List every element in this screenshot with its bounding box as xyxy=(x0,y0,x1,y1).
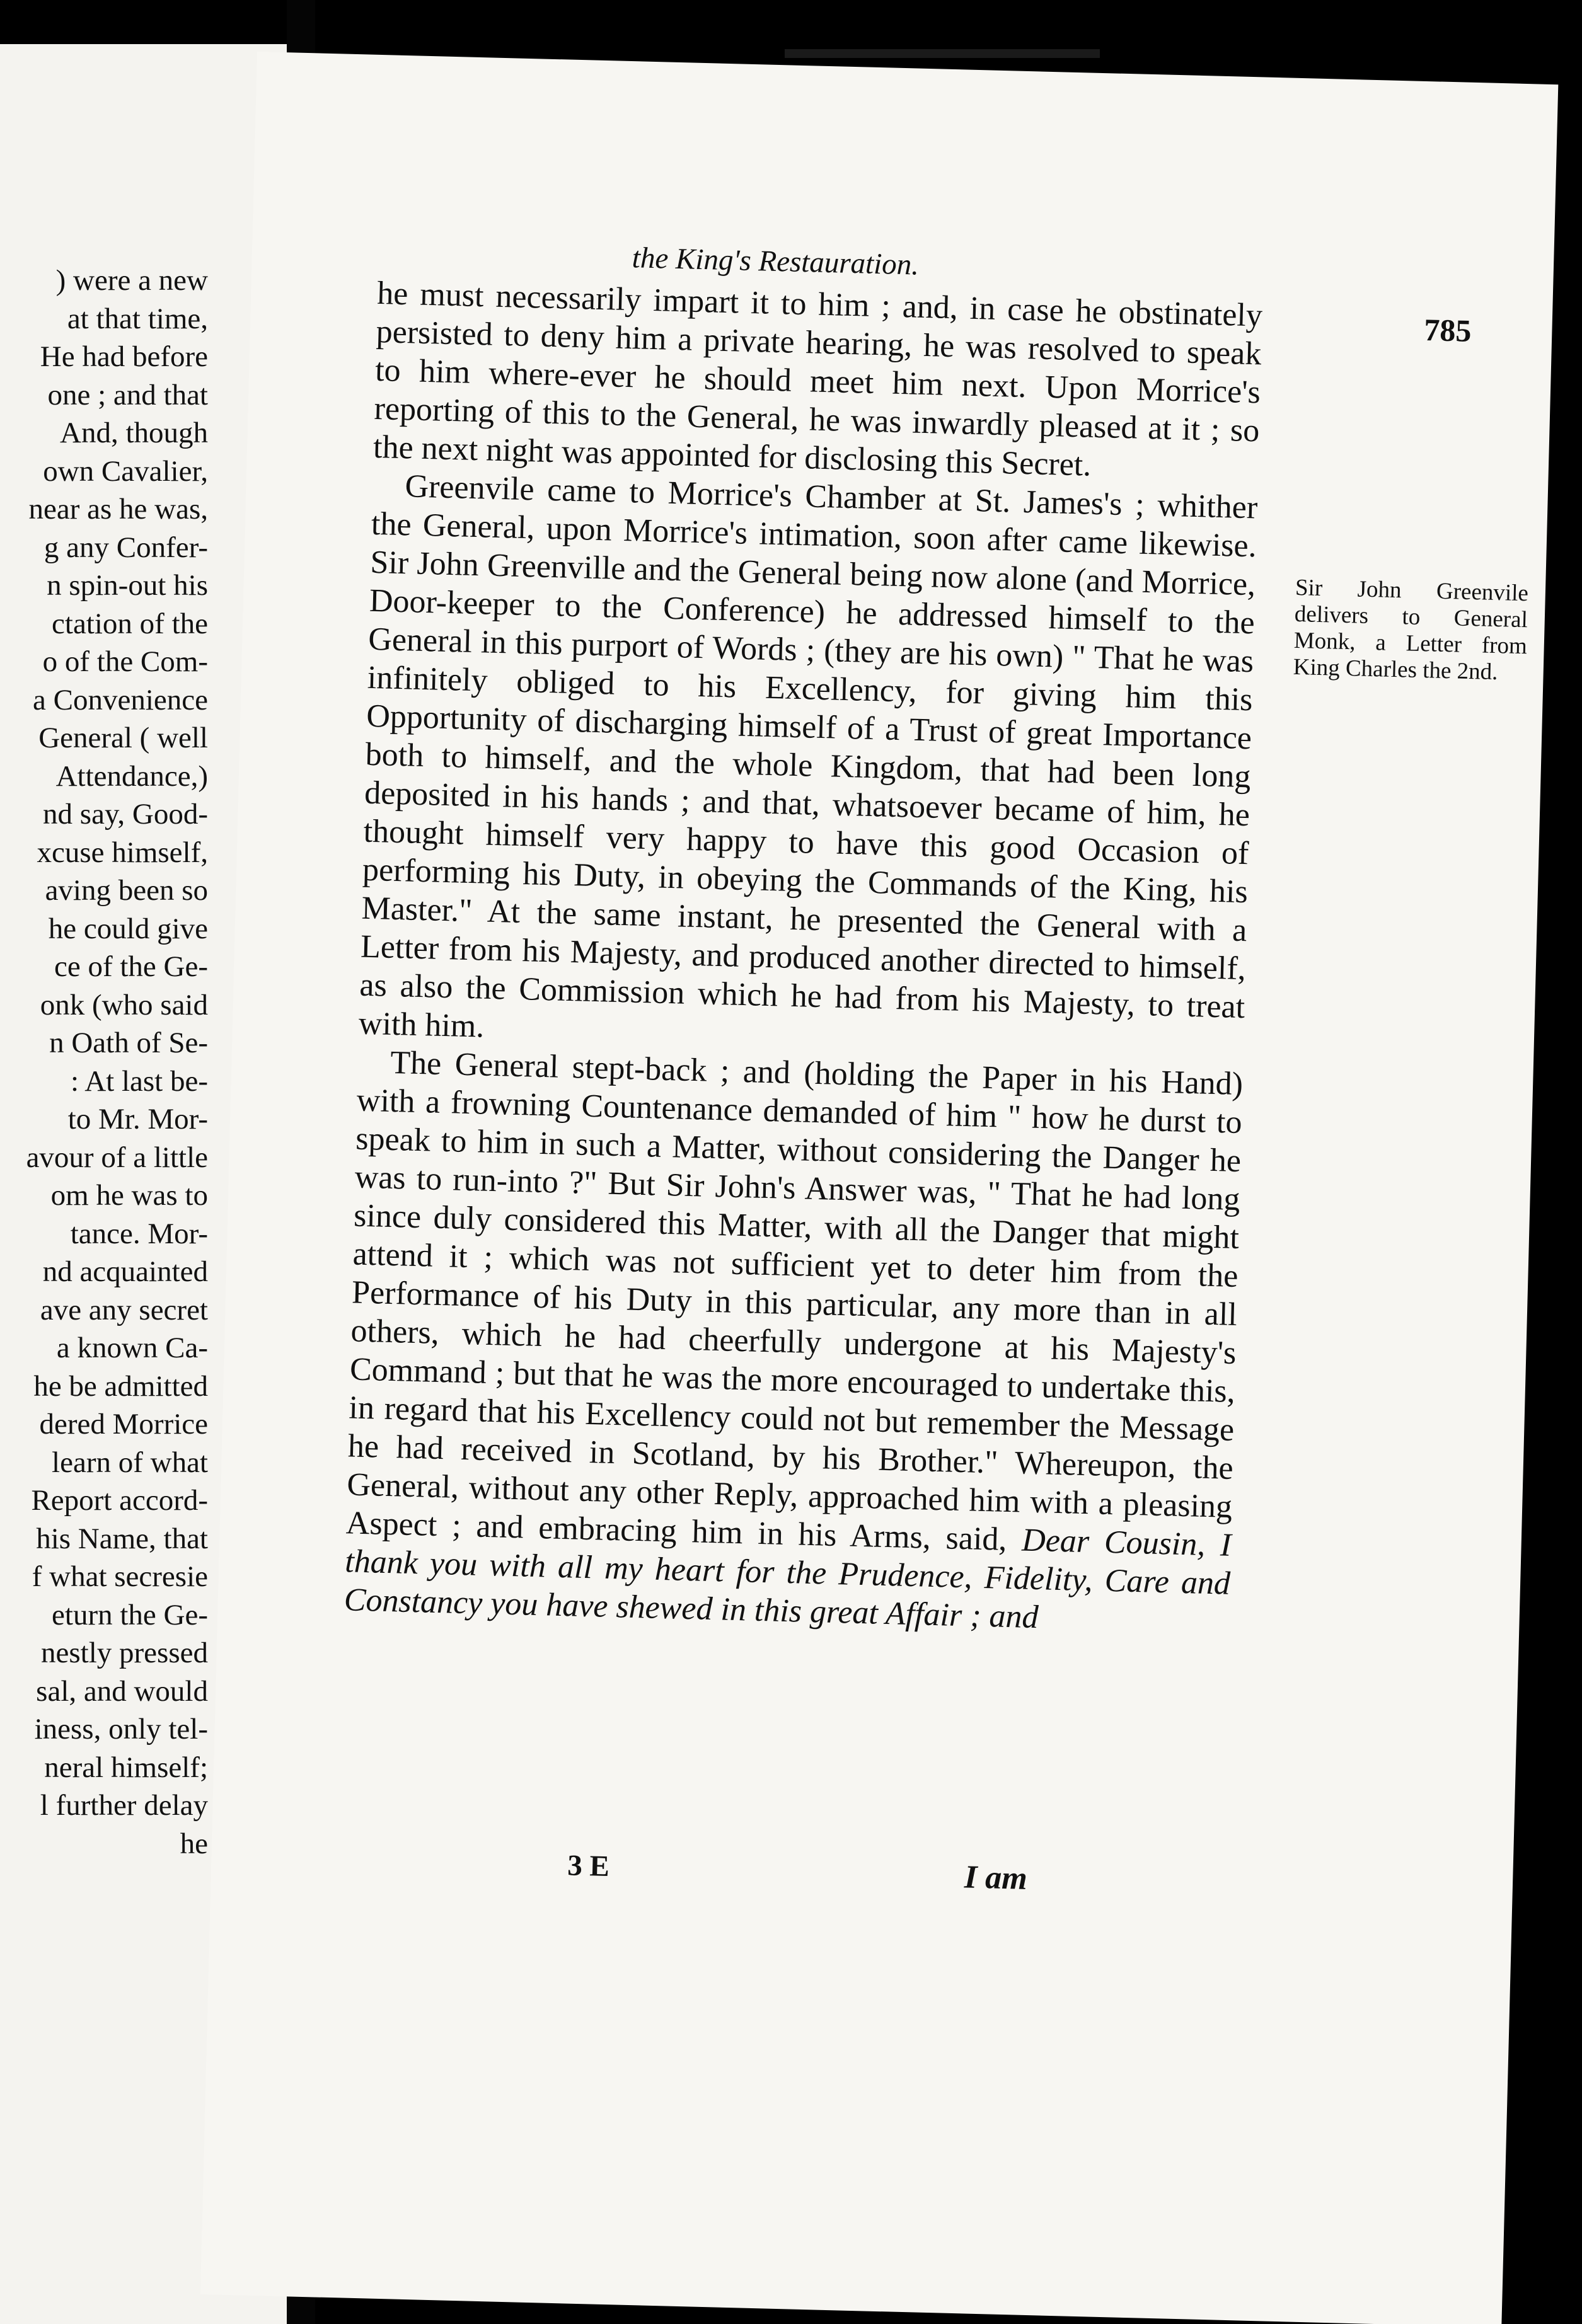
left-page-line: l further delay xyxy=(40,1789,208,1822)
marginal-note: Sir John Greenvile delivers to General Monk, a Letter from King Charles the 2nd. xyxy=(1293,574,1529,686)
right-page xyxy=(200,52,1558,2324)
running-head: the King's Restauration. xyxy=(632,241,920,282)
left-page-line: : At last be- xyxy=(71,1064,208,1098)
left-page-line: Attendance,) xyxy=(55,759,208,793)
body-text xyxy=(344,274,1263,1642)
left-page-line: f what secresie xyxy=(32,1560,208,1593)
left-page-line: o of the Com- xyxy=(42,645,208,678)
left-page-line: a Convenience xyxy=(33,683,208,716)
left-page-line: near as he was, xyxy=(28,493,208,526)
left-page-line: ) were a new xyxy=(55,264,208,297)
left-page-line: ctation of the xyxy=(52,607,208,640)
paragraph-text: The General stept-back ; and (holding the Paper in his Hand) with a frowning Countenance demanded of him " how he durst to speak to him in such a Matter, without considering the Danger he was to run-into ?" But Sir John's Answer was, " That he had long since duly considered this Matter, with all the Danger that might attend it ; which was not sufficient yet to deter him from the Performance of his Duty in this particular, any more than in all others, which he had cheerfully undergone at his Majesty's Command ; but that he was the more encouraged to undertake this, in regard that his Excellency could not but remember the Message he had received in Scotland, by his Brother." Whereupon, the General, without any other Reply, approached him with a pleasing Aspect ; and embracing him in his Arms, said, xyxy=(345,1044,1244,1558)
left-page-line: tance. Mor- xyxy=(70,1217,208,1250)
paragraph xyxy=(344,1043,1244,1642)
left-page-line: avour of a little xyxy=(26,1141,208,1174)
left-page-line: learn of what xyxy=(52,1446,208,1479)
left-page-line: sal, and would xyxy=(36,1674,208,1708)
left-page-line: own Cavalier, xyxy=(43,454,208,488)
left-page-line: aving been so xyxy=(45,874,208,907)
left-page-line: to Mr. Mor- xyxy=(67,1103,208,1136)
left-page-line: eturn the Ge- xyxy=(52,1598,208,1631)
left-page-line: his Name, that xyxy=(36,1522,208,1555)
left-page-line: he be admitted xyxy=(33,1369,208,1403)
left-page-line: onk (who said xyxy=(40,988,208,1021)
left-page-line: ave any secret xyxy=(40,1293,208,1326)
left-page-line: He had before xyxy=(40,340,208,373)
left-page-line: iness, only tel- xyxy=(34,1713,208,1746)
left-page-line: xcuse himself, xyxy=(37,836,208,869)
left-page-line: n spin-out his xyxy=(47,569,208,602)
left-page-line: a known Ca- xyxy=(56,1332,208,1364)
left-page-line: n Oath of Se- xyxy=(49,1027,208,1059)
left-page-line: dered Morrice xyxy=(39,1408,208,1441)
left-page-line: om he was to xyxy=(50,1179,208,1212)
left-page-line: ce of the Ge- xyxy=(54,950,208,983)
left-page-line: nd say, Good- xyxy=(43,798,208,831)
left-page-line: he could give xyxy=(48,912,208,945)
catchword: I am xyxy=(964,1859,1028,1897)
scan-artifact xyxy=(785,49,1100,58)
left-page-line: nd acquainted xyxy=(42,1255,208,1288)
left-page-line: neral himself; xyxy=(44,1751,208,1784)
signature-mark: 3 E xyxy=(567,1849,610,1884)
left-page-line: he xyxy=(180,1827,208,1860)
left-page-line: And, though xyxy=(60,417,208,449)
left-page-line: Report accord- xyxy=(31,1484,208,1517)
page-number: 785 xyxy=(1423,311,1472,348)
left-page-text xyxy=(0,262,208,1863)
paragraph: Greenvile came to Morrice's Chamber at St. James's ; whither the General, upon Morrice's intimation, soon after came likewise. Sir John Greenville and the General being now alone (and Morrice, Door-keeper to the Conference) he addressed himself to the General in this purport of Words ; (they are his own) " That he was infinitely obliged to his Excellency, for giving him this Opportunity of discharging himself of a Trust of great Importance both to himself, and the whole Kingdom, that had been long deposited in his hands ; and that, whatsoever became of him, he thought himself very happy to have this good Occasion of performing his Duty, in obeying the Commands of the King, his Master." At the same instant, he presented the General with a Letter from his Majesty, and produced another directed to himself, as also the Commission which he had from his Majesty, to treat with him. xyxy=(358,468,1258,1045)
left-page-line: General ( well xyxy=(38,722,208,754)
left-page-line: nestly pressed xyxy=(41,1637,208,1669)
left-page-line: at that time, xyxy=(67,302,208,335)
left-page-line: one ; and that xyxy=(47,378,208,411)
italic-quote: Dear Cousin, I thank you with all my heart for the Prudence, Fidelity, Care and Constancy you have shewed in this great Affair ; and xyxy=(344,1522,1232,1636)
left-page-line: g any Confer- xyxy=(43,531,208,564)
paragraph: he must necessarily impart it to him ; and, in case he obstinately persisted to deny him a private hearing, he was resolved to speak to him where-ever he should meet him next. Upon Morrice's reporting of this to the General, he was inwardly pleased at it ; so the next night was appointed for disclosing this Secret. xyxy=(372,275,1263,483)
